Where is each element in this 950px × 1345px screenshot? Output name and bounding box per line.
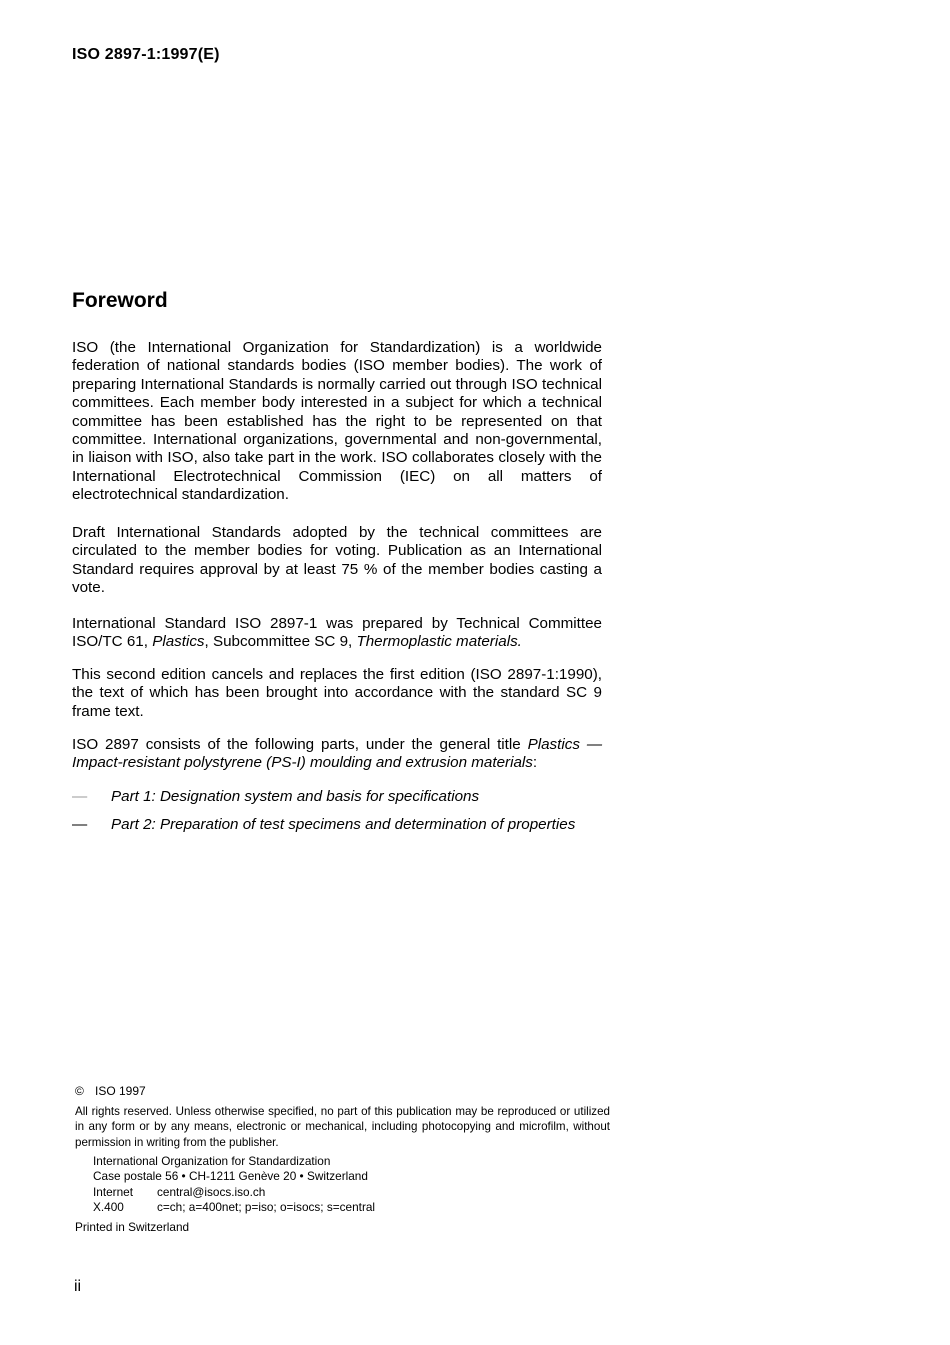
copyright-text: ISO 1997 — [95, 1084, 146, 1098]
p3-thermoplastic: Thermoplastic materials. — [356, 633, 522, 651]
list-item-text: Part 1: Designation system and basis for specifications — [111, 788, 480, 805]
internet-label: Internet — [93, 1184, 134, 1199]
publisher-postal: Case postale 56 • CH-1211 Genève 20 • Switzerland — [93, 1169, 368, 1184]
p5-text-b: : — [532, 754, 538, 772]
document-id-header: ISO 2897-1:1997(E) — [72, 46, 220, 63]
p5-general-title: Plastics — Impact-resistant polystyrene (PS-I) moulding and extrusion materials — [72, 736, 603, 772]
publisher-internet — [93, 1185, 375, 1200]
foreword-paragraph-2: Draft International Standards adopted by the technical committees are circulated to the member bodies for voting. Publication as an International Standard requires approval by at least 75 % of the member bodies casting a vote. — [72, 524, 602, 597]
publisher-address — [93, 1154, 375, 1215]
publisher-x400 — [93, 1200, 375, 1215]
foreword-paragraph-4: This second edition cancels and replaces the first edition (ISO 2897-1:1990), the text of which has been brought into accordance with the standard SC 9 frame text. — [72, 666, 602, 720]
p3-text-a: International Standard ISO 2897-1 was prepared by Technical Committee ISO/TC 61, — [72, 615, 602, 651]
x400-value: c=ch; a=400net; p=iso; o=isocs; s=central — [157, 1199, 376, 1214]
publisher-org: International Organization for Standardization — [93, 1154, 331, 1168]
page-number: ii — [74, 1278, 82, 1295]
foreword-paragraph-5 — [72, 736, 602, 773]
list-item-text: Part 2: Preparation of test specimens and determination of properties — [111, 816, 576, 833]
copyright-icon: © — [75, 1084, 84, 1098]
foreword-paragraph-1: ISO (the International Organization for Standardization) is a worldwide federation of national standards bodies (ISO member bodies). The work of preparing International Standards is normally carried out through ISO technical committees. Each member body interested in a subject for which a technical committee has been established has the right to be represented on that committee. International organizations, governmental and non-governmental, in liaison with ISO, also take part in the work. ISO collaborates closely with the International Electrotechnical Commission (IEC) on all matters of electrotechnical standardization. — [72, 339, 602, 504]
foreword-title: Foreword — [72, 289, 168, 312]
printed-in: Printed in Switzerland — [75, 1220, 190, 1234]
p3-text-b: , Subcommittee SC 9, — [204, 633, 357, 651]
x400-label: X.400 — [93, 1199, 124, 1214]
copyright-line — [75, 1084, 146, 1098]
p5-text-a: ISO 2897 consists of the following parts, under the general title — [72, 736, 528, 753]
list-dash: — — [72, 816, 88, 833]
rights-statement: All rights reserved. Unless otherwise specified, no part of this publication may be reproduced or utilized in any form or by any means, electronic or mechanical, including photocopying and microfilm, without permission in writing from the publisher. — [75, 1105, 610, 1149]
p3-plastics: Plastics — [152, 633, 205, 651]
internet-value: central@isocs.iso.ch — [157, 1184, 266, 1199]
list-dash: — — [72, 788, 88, 805]
foreword-paragraph-3 — [72, 615, 602, 652]
